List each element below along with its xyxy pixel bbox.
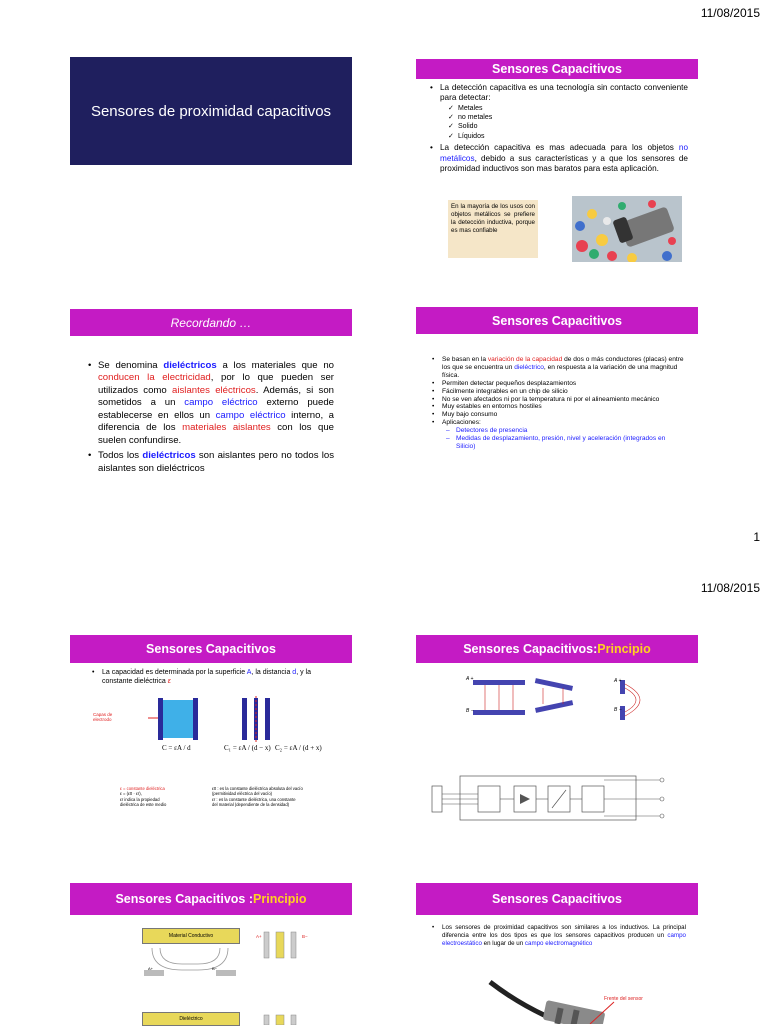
formula-c: C = εA / d: [162, 744, 191, 752]
formula-c1: C₁ = εA / (d − x): [224, 744, 271, 752]
check-item: ✓ Líquidos: [448, 132, 688, 141]
slide2-header-text: Sensores Capacitivos: [492, 62, 622, 76]
slide3-bullet2: • Todos los dieléctricos son aislantes pero no todos los aislantes son dieléctricos: [86, 450, 334, 475]
app-item: – Medidas de desplazamiento, presión, nivel y aceleración (integrados en Silicio): [444, 435, 686, 451]
slide4-body: [430, 356, 686, 451]
slide4-apps: [430, 427, 686, 451]
field-figure-1: [142, 944, 238, 978]
slide2-header: [416, 59, 698, 79]
slide4-bullet: • Aplicaciones:: [430, 419, 686, 427]
slide2-checklist: [428, 104, 688, 142]
slide6-header-highlight: Principio: [597, 642, 651, 656]
slide8-text: • Los sensores de proximidad capacitivos son similares a los inductivos. La principal diferencia entre los dos tipos es que los sensores capacitivos producen un campo electroestático en lugar de un campo electromagnético: [430, 924, 686, 947]
s7-label-a1: A+: [148, 966, 154, 971]
sensor-photo: [572, 196, 682, 262]
slide4-bullet: • Permiten detectar pequeños desplazamientos: [430, 380, 686, 388]
plates-figure-2: [254, 1012, 314, 1024]
electrode-label: Capas de electrodo: [93, 712, 113, 722]
page1-date: 11/08/2015: [700, 6, 760, 20]
slide4-bullet: • Se basan en la variación de la capacidad de dos o más conductores (placas) entre los que se encuentra un dieléctrico, en respuesta a la variación de una magnitud física.: [430, 356, 686, 380]
slide2-note: En la mayoría de los usos con objetos metálicos se prefiere la detección inductiva, porque es mas confiable: [448, 200, 538, 258]
title-slide: [70, 57, 352, 165]
slide4-header-text: Sensores Capacitivos: [492, 313, 622, 328]
check-item: ✓ Solido: [448, 122, 688, 131]
slide4-bullet: • No se ven afectados ni por la temperatura ni por el alineamiento mecánico: [430, 396, 686, 404]
slide6-header: [416, 635, 698, 663]
principle-figure-1: [455, 672, 685, 732]
slide3-header: [70, 309, 352, 336]
page-number: 1: [753, 530, 760, 544]
label-a2: A +: [614, 678, 622, 684]
legend-right: ε0 : es la constante dieléctrica absoluta del vacío (permitividad eléctrica del vacío) εr : es la constante dieléctrica, una constante del material (dependiente de la densidad): [212, 786, 303, 808]
label-a1: A +: [466, 676, 474, 682]
slide6-header-text: Sensores Capacitivos:: [463, 642, 598, 656]
slide2-bullet2: • La detección capacitiva es mas adecuada para los objetos no metálicos, debido a sus características y a que los sensores de proximidad inductivos son mas baratos para esta aplicación.: [428, 143, 688, 174]
slide7-header: [70, 883, 352, 915]
s7-label-b1: B−: [212, 966, 218, 971]
s7-label-a2: A+: [256, 934, 262, 939]
page2-date: 11/08/2015: [700, 581, 760, 595]
slide4-bullet: • Fácilmente integrables en un chip de silicio: [430, 388, 686, 396]
block-diagram: [430, 772, 692, 824]
slide7-header-text: Sensores Capacitivos :: [115, 892, 254, 906]
legend-left: ε = constante dieléctrica ε = (ε0 · εr), εr indica la propiedad dieléctrica de este medio: [120, 786, 167, 808]
dielectric-material: Dieléctrico: [142, 1012, 240, 1026]
slide5-header: [70, 635, 352, 663]
conductive-material: Material Conductivo: [142, 928, 240, 944]
slide3-body: [86, 360, 334, 475]
slide5-header-text: Sensores Capacitivos: [146, 642, 276, 656]
slide3-header-text: Recordando …: [170, 315, 252, 330]
slide1-title: Sensores de proximidad capacitivos: [90, 102, 332, 120]
slide2-body: [428, 83, 688, 174]
slide4-header: [416, 307, 698, 334]
sensor-illustration: [486, 972, 686, 1024]
slide5-text: • La capacidad es determinada por la superficie A, la distancia d, y la constante dieléctrica ε: [90, 668, 340, 687]
slide4-bullet: • Muy estables en entornos hostiles: [430, 403, 686, 411]
slide2-intro: • La detección capacitiva es una tecnología sin contacto conveniente para detectar:: [428, 83, 688, 104]
formula-c2: C₂ = εA / (d + x): [275, 744, 322, 752]
check-item: ✓ no metales: [448, 113, 688, 122]
slide8-header-text: Sensores Capacitivos: [492, 892, 622, 906]
slide8-header: [416, 883, 698, 915]
label-b2: B −: [614, 707, 622, 713]
check-item: ✓ Metales: [448, 104, 688, 113]
app-item: – Detectores de presencia: [444, 427, 686, 435]
sensor-front-label: Frente del sensor: [604, 996, 643, 1002]
label-b1: B −: [466, 708, 474, 714]
slide3-bullet1: • Se denomina dieléctricos a los materiales que no conducen la electricidad, por lo que pueden ser utilizados como aislantes eléctricos. Además, si son sometidos a un campo eléctrico externo puede establecerse en ellos un campo eléctrico interno, a diferencia de los materiales aislantes con los que suelen confundirse.: [86, 360, 334, 447]
slide4-bullet: • Muy bajo consumo: [430, 411, 686, 419]
slide7-header-highlight: Principio: [253, 892, 307, 906]
s7-label-b2: B−: [302, 934, 308, 939]
capacitor-figure: [120, 694, 320, 764]
